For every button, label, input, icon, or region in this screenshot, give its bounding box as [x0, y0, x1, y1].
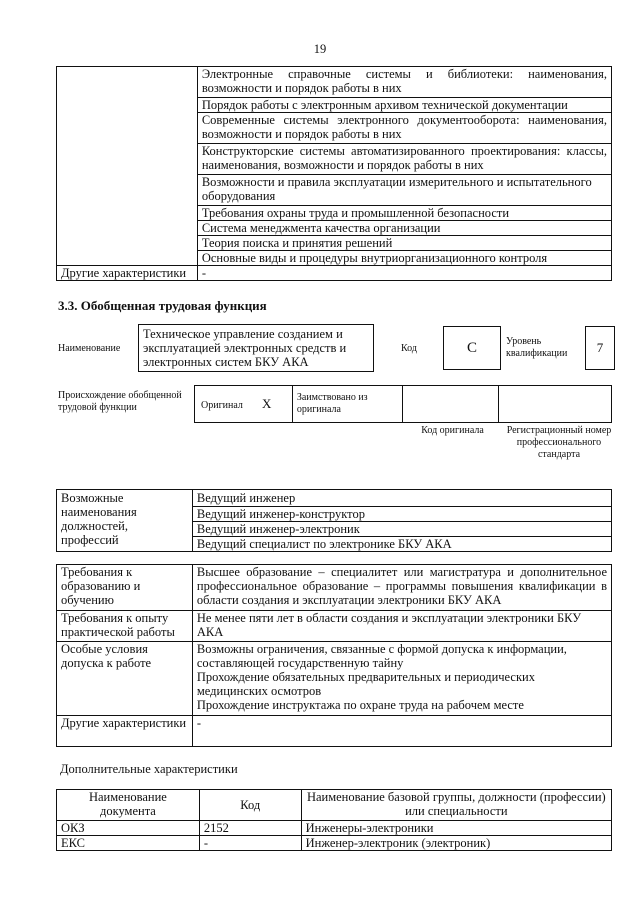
other-label: Другие характеристики	[57, 716, 193, 747]
reg-number-cell	[499, 386, 612, 423]
positions-table	[56, 489, 612, 552]
admission-item: Прохождение инструктажа по охране труда на рабочем месте	[196, 698, 524, 712]
position-item: Ведущий инженер-конструктор	[193, 507, 611, 522]
qualification-level: 7	[585, 326, 615, 370]
knowledge-row: Электронные справочные системы и библиотеки: наименования, возможности и порядок работы в них	[197, 67, 611, 98]
other-characteristics-label: Другие характеристики	[57, 266, 198, 281]
other-value: -	[192, 716, 611, 747]
knowledge-table	[56, 66, 612, 281]
education-value: Высшее образование – специалитет или магистратура и дополнительное профессиональное образование – программы повышения квалификации в области создания и эксплуатации электроники БКУ АКА	[192, 565, 611, 611]
name-label: Наименование	[58, 343, 121, 354]
admission-label: Особые условия допуска к работе	[57, 642, 193, 716]
function-code: С	[443, 326, 501, 370]
doc-code: 2152	[199, 821, 301, 836]
code-label: Код	[401, 343, 417, 354]
original-cell	[195, 386, 293, 423]
knowledge-row: Требования охраны труда и промышленной безопасности	[197, 206, 611, 221]
header-group: Наименование базовой группы, должности (профессии) или специальности	[301, 790, 611, 821]
knowledge-row: Основные виды и процедуры внутриорганизационного контроля	[197, 251, 611, 266]
knowledge-row: Система менеджмента качества организации	[197, 221, 611, 236]
section-title: 3.3. Обобщенная трудовая функция	[58, 298, 267, 313]
admission-item: Прохождение обязательных предварительных и периодических медицинских осмотров	[196, 670, 535, 698]
positions-label: Возможные наименования должностей, профессий	[57, 490, 193, 552]
borrowed-label: Заимствовано из оригинала	[292, 386, 402, 423]
doc-group: Инженеры-электроники	[301, 821, 611, 836]
position-item: Ведущий инженер-электроник	[193, 522, 611, 537]
knowledge-label-cell	[57, 67, 198, 266]
doc-code: -	[199, 836, 301, 851]
origin-label: Происхождение обобщенной трудовой функции	[58, 390, 182, 413]
page-number: 19	[313, 42, 327, 56]
doc-name: ОКЗ	[57, 821, 200, 836]
level-label: Уровень квалификации	[506, 336, 568, 359]
original-label: Оригинал	[201, 399, 243, 411]
doc-name: ЕКС	[57, 836, 200, 851]
knowledge-row: Возможности и правила эксплуатации измерительного и испытательного оборудования	[197, 175, 611, 206]
header-code: Код	[199, 790, 301, 821]
positions-list	[192, 490, 611, 552]
knowledge-row: Теория поиска и принятия решений	[197, 236, 611, 251]
experience-label: Требования к опыту практической работы	[57, 611, 193, 642]
experience-value: Не менее пяти лет в области создания и эксплуатации электроники БКУ АКА	[192, 611, 611, 642]
position-item: Ведущий специалист по электронике БКУ АКА	[196, 537, 452, 551]
header-document: Наименование документа	[57, 790, 200, 821]
code-original-cell	[402, 386, 499, 423]
doc-group: Инженер-электроник (электроник)	[301, 836, 611, 851]
reg-number-caption: Регистрационный номер профессионального стандарта	[506, 425, 612, 460]
function-name: Техническое управление созданием и эксплуатацией электронных средств и электронных систем БКУ АКА	[138, 324, 374, 372]
admission-item: Возможны ограничения, связанные с формой допуска к информации, составляющей государственную тайну	[196, 642, 567, 670]
additional-table	[56, 789, 612, 851]
code-original-caption: Код оригинала	[421, 425, 484, 436]
knowledge-row: Конструкторские системы автоматизированного проектирования: классы, наименования, возможности и порядок работы в них	[197, 144, 611, 175]
origin-table	[194, 385, 612, 423]
knowledge-row: Современные системы электронного документооборота: наименования, возможности и порядок работы в них	[197, 113, 611, 144]
additional-title: Дополнительные характеристики	[60, 762, 238, 776]
requirements-table	[56, 564, 612, 747]
knowledge-row: Порядок работы с электронным архивом технической документации	[197, 98, 611, 113]
position-item: Ведущий инженер	[193, 490, 611, 507]
other-characteristics-value: -	[197, 266, 611, 281]
education-label: Требования к образованию и обучению	[57, 565, 193, 611]
admission-values	[192, 642, 611, 716]
original-mark: Х	[262, 395, 272, 411]
